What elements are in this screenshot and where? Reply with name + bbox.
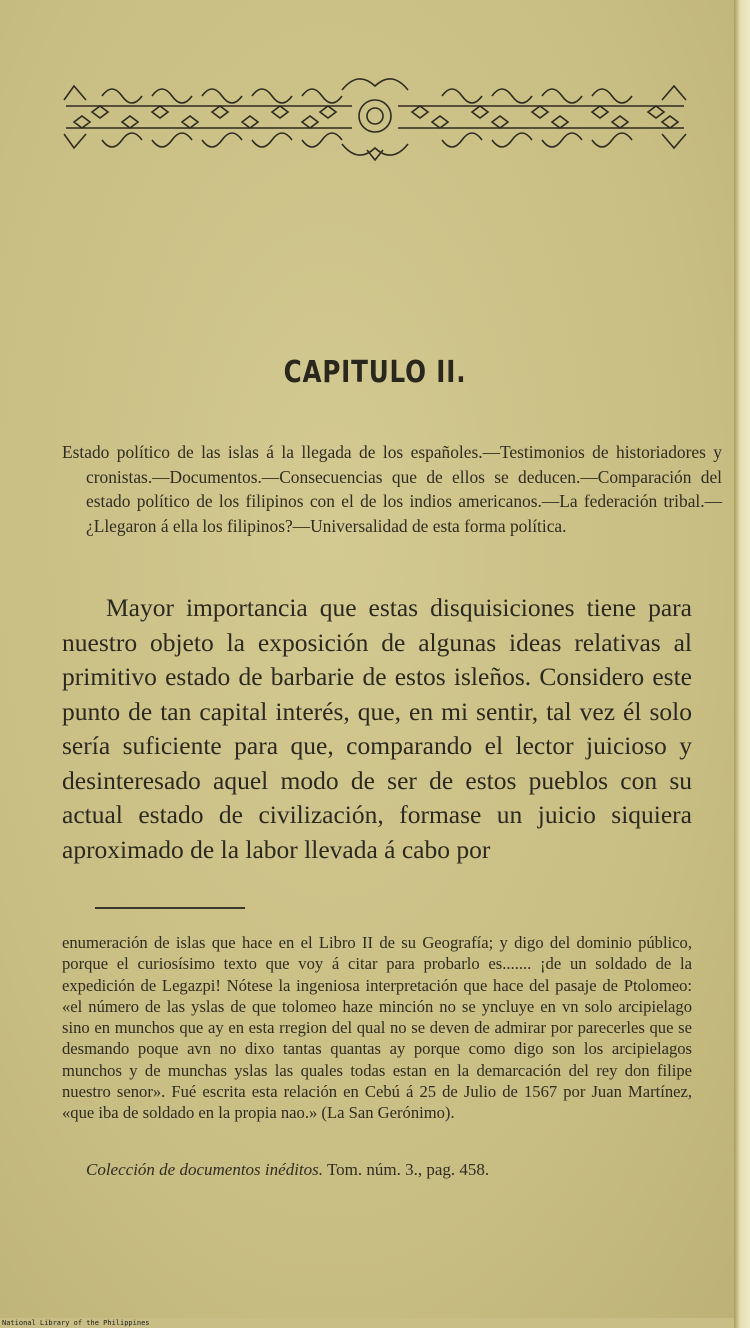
page-edge bbox=[734, 0, 750, 1328]
footnote-text: enumeración de islas que hace en el Libro II de su Geografía; y digo del dominio público, porque el curiosísimo texto que voy á citar para probarlo es....... ¡de un soldado de la expedición de Legazpi! Nótese la ingeniosa interpretación que hace del pasaje de Ptolomeo: «el número de las yslas de que tolomeo haze minción no se yncluye en vn solo arcipielago sino en munchos que ay en esta rregion del qual no se deven de admirar por parecerles que se desmando poque avn no dixo tantas quantas ay porque como digo son los arcipielagos munchos y de munchas yslas las quales todas estan en la demarcación del rey don filipe nuestro senor». Fué escrita esta relación en Cebú á 25 de Julio de 1567 por Juan Martínez, «que iba de soldado en la propia nao.» (La San Gerónimo). bbox=[62, 933, 692, 1123]
chapter-summary: Estado político de las islas á la llegada de los españoles.—Testimonios de historiadores y cronistas.—Documentos.—Consecuencias que de ellos se deducen.—Comparación del estado político de los filipinos con el de los indios americanos.—La federación tribal.—¿Llegaron á ella los filipinos?—Universalidad de esta forma política. bbox=[62, 442, 722, 536]
decorative-border-icon bbox=[62, 72, 688, 164]
citation-title: Colección de documentos inéditos. bbox=[86, 1160, 324, 1179]
ornamental-header-band bbox=[62, 72, 688, 164]
body-paragraph: Mayor importancia que estas disquisiciones tiene para nuestro objeto la exposición de algunas ideas relativas al primitivo estado de barbarie de estos isleños. Considero este punto de tan capital interés, que, en mi sentir, tal vez él solo sería suficiente para que, comparando el lector juicioso y desinteresado aquel modo de ser de estos pueblos con su actual estado de civilización, formase un juicio siquiera aproximado de la labor llevada á cabo por bbox=[62, 593, 692, 864]
footnote-citation bbox=[62, 1160, 716, 1180]
library-credit: National Library of the Philippines bbox=[2, 1319, 150, 1327]
footnote-divider bbox=[95, 907, 245, 909]
citation-reference: Tom. núm. 3., pag. 458. bbox=[326, 1160, 490, 1179]
chapter-title: CAPITULO II. bbox=[283, 355, 467, 390]
